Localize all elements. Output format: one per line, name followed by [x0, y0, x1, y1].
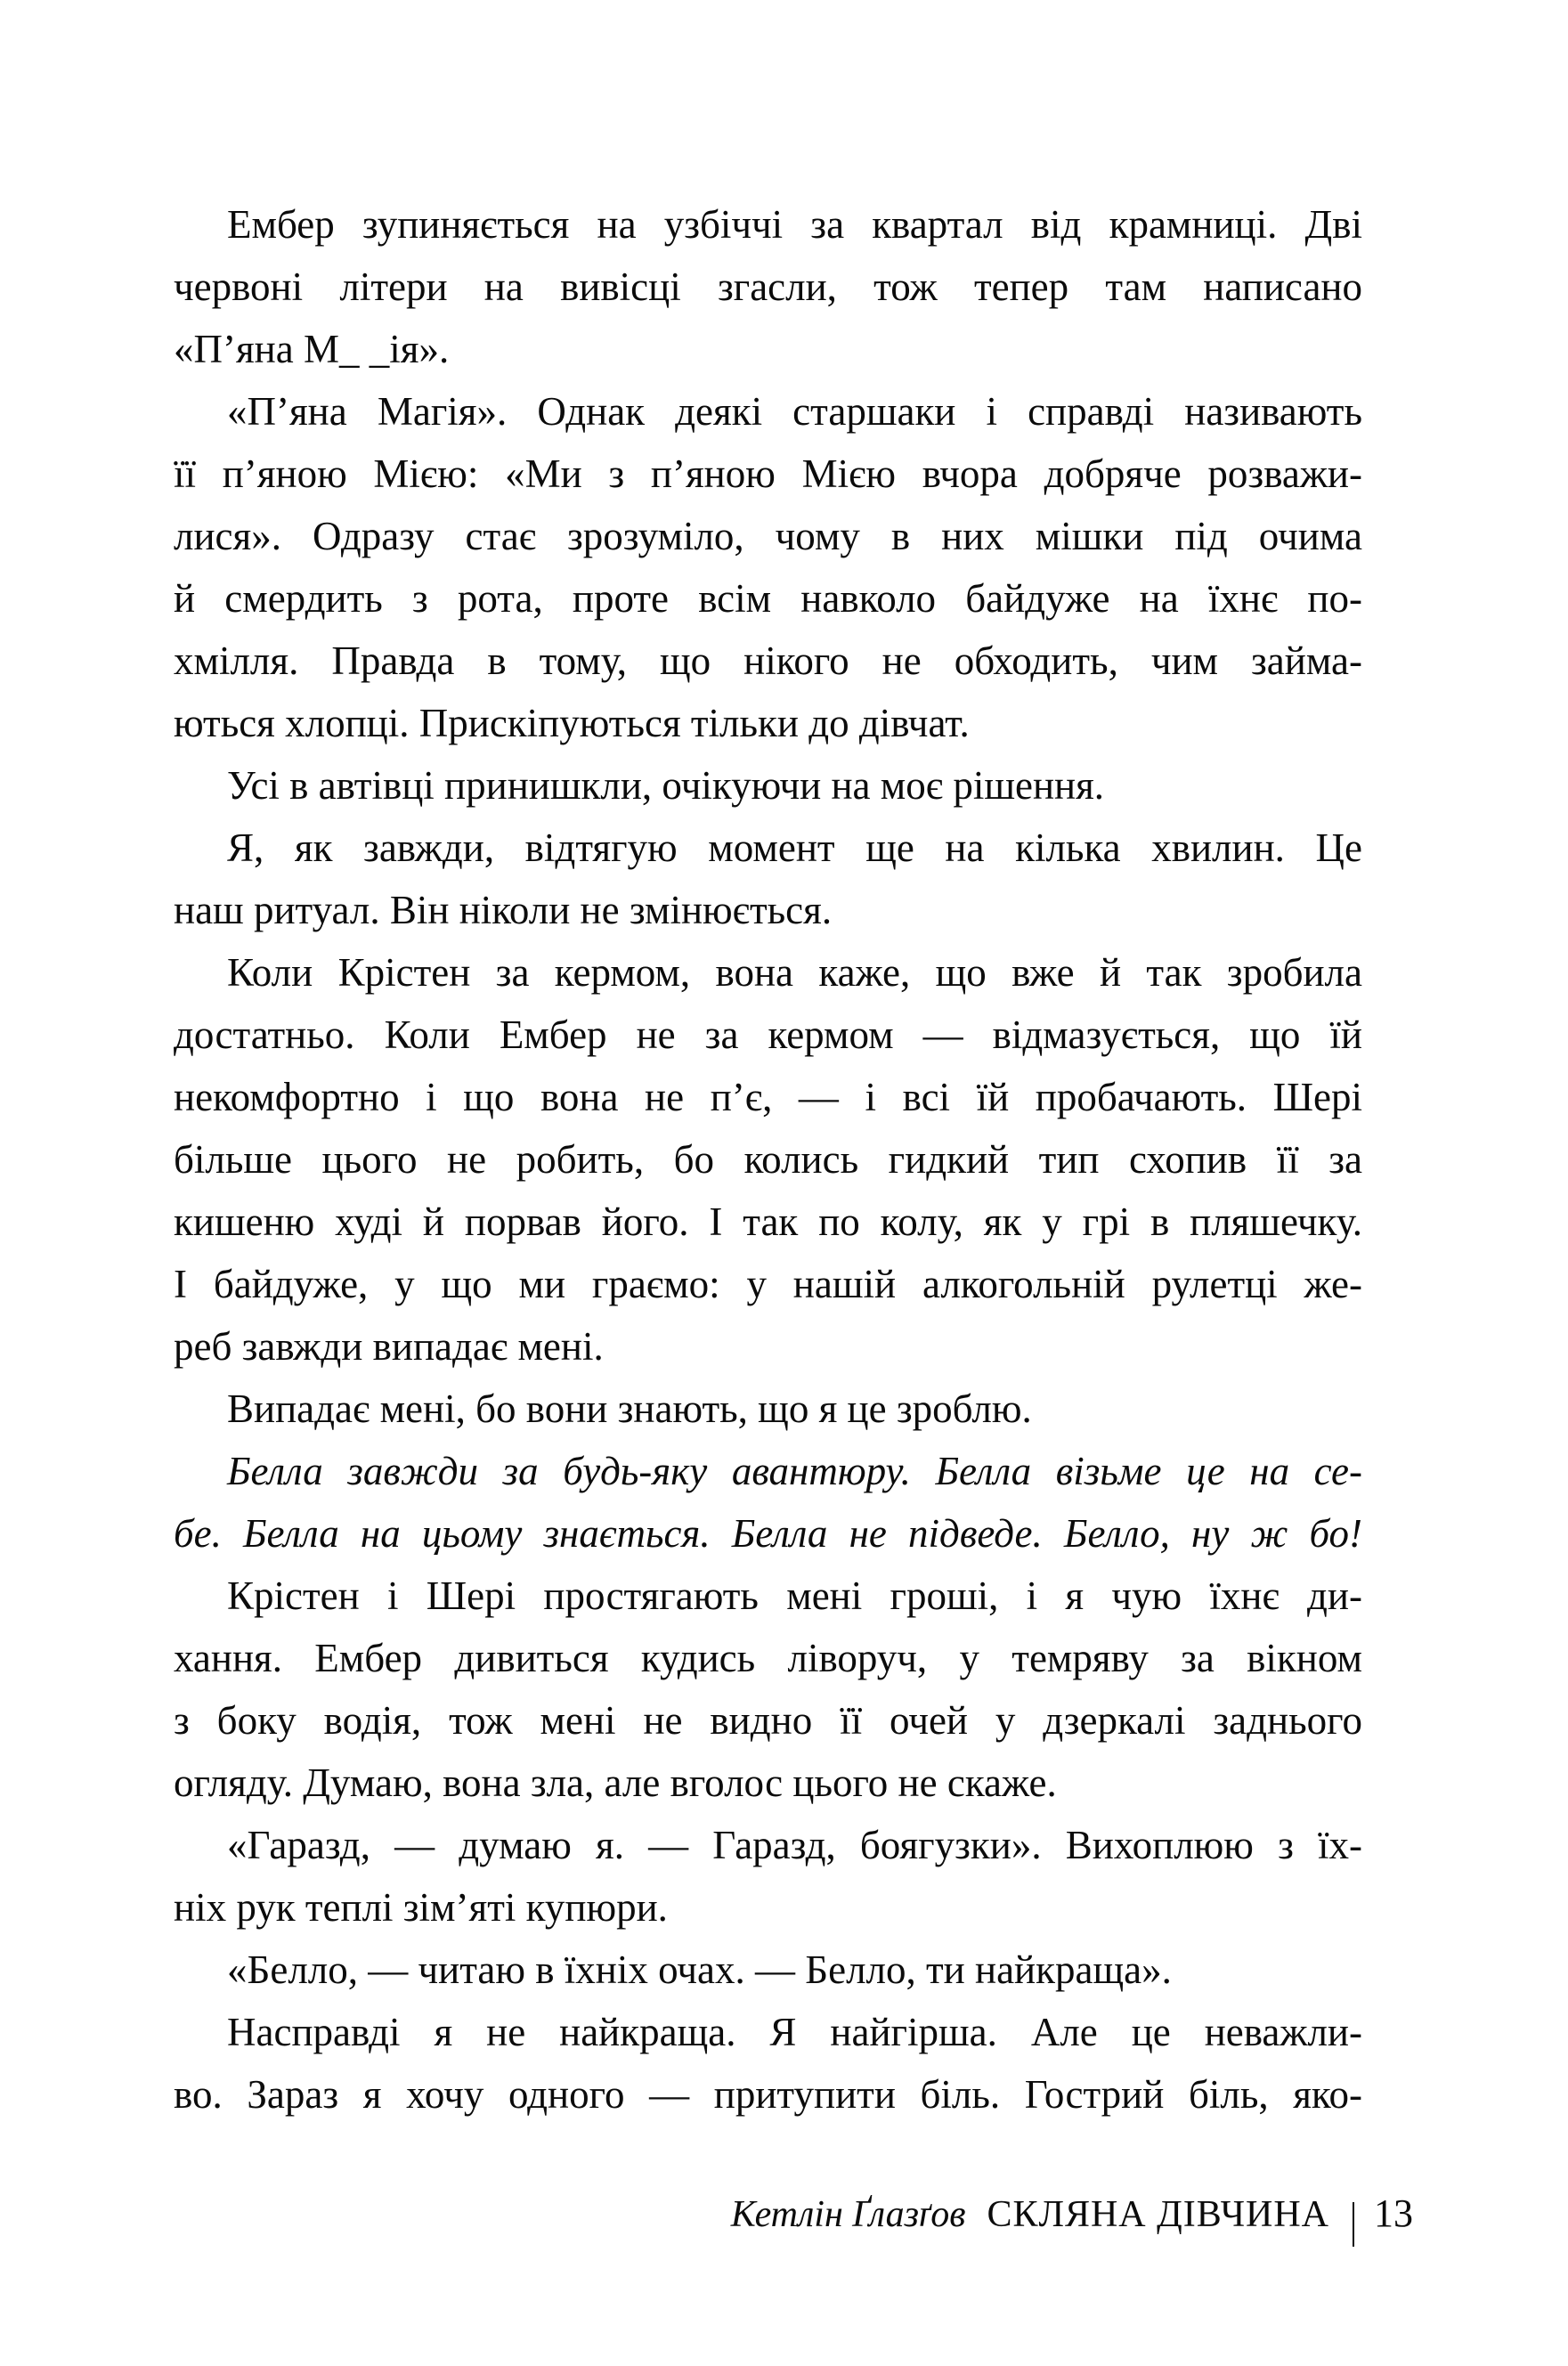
text-line: во. Зараз я хочу одного — притупити біль. Гострий біль, яко-	[174, 2072, 1362, 2117]
text-line: кишеню худі й порвав його. І так по колу, як у грі в пляшечку.	[174, 1199, 1362, 1244]
text-line: більше цього не робить, бо колись гидкий тип схопив її за	[174, 1137, 1362, 1182]
text-line: червоні літери на вивісці згасли, тож тепер там написано	[174, 264, 1362, 309]
text-line: Крістен і Шері простягають мені гроші, і я чую їхнє ди-	[227, 1573, 1362, 1618]
page-number: 13	[1374, 2191, 1413, 2235]
text-line: Я, як завжди, відтягую момент ще на кілька хвилин. Це	[227, 825, 1362, 870]
text-line: хання. Ембер дивиться кудись ліворуч, у темряву за вікном	[174, 1636, 1362, 1680]
footer-separator-bar	[1353, 2202, 1354, 2247]
text-line: «Гаразд, — думаю я. — Гаразд, боягузки». Вихоплюю з їх-	[227, 1823, 1362, 1867]
text-line: з боку водія, тож мені не видно її очей у дзеркалі заднього	[174, 1698, 1362, 1743]
text-line: реб завжди випадає мені.	[174, 1324, 604, 1369]
text-line: «П’яна М_ _ія».	[174, 327, 450, 371]
page-text	[174, 193, 1362, 2126]
text-line: «П’яна Магія». Однак деякі старшаки і справді називають	[227, 389, 1362, 434]
text-line: Усі в автівці принишкли, очікуючи на моє рішення.	[227, 763, 1105, 808]
text-line: ніх рук теплі зім’яті купюри.	[174, 1885, 668, 1930]
footer-book-title: СКЛЯНА ДІВЧИНА	[987, 2194, 1329, 2235]
text-line: Ембер зупиняється на узбіччі за квартал від крамниці. Дві	[227, 202, 1362, 247]
text-line: її п’яною Мією: «Ми з п’яною Мією вчора добряче розважи-	[174, 451, 1362, 496]
text-line: хмілля. Правда в тому, що нікого не обходить, чим займа-	[174, 638, 1362, 683]
text-line: достатньо. Коли Ембер не за кермом — відмазується, що їй	[174, 1012, 1362, 1057]
text-line: ються хлопці. Прискіпуються тільки до дівчат.	[174, 701, 970, 745]
text-line: бе. Белла на цьому знається. Белла не підведе. Белло, ну ж бо!	[174, 1511, 1362, 1556]
text-line: й смердить з рота, проте всім навколо байдуже на їхнє по-	[174, 576, 1362, 621]
text-line: наш ритуал. Він ніколи не змінюється.	[174, 888, 833, 932]
text-line: некомфортно і що вона не п’є, — і всі їй пробачають. Шері	[174, 1075, 1362, 1119]
text-line: Насправді я не найкраща. Я найгірша. Але це неважли-	[227, 2010, 1362, 2054]
text-line: Белла завжди за будь-яку авантюру. Белла візьме це на се-	[227, 1449, 1362, 1493]
footer-author: Кетлін Ґлазґов	[730, 2194, 966, 2235]
text-line: І байдуже, у що ми граємо: у нашій алкогольній рулетці же-	[174, 1262, 1362, 1306]
text-line: «Белло, — читаю в їхніх очах. — Белло, ти найкраща».	[227, 1947, 1172, 1992]
page-footer	[731, 2191, 1413, 2255]
text-line: огляду. Думаю, вона зла, але вголос цього не скаже.	[174, 1760, 1057, 1805]
text-line: лися». Одразу стає зрозуміло, чому в них мішки під очима	[174, 514, 1362, 558]
text-line: Випадає мені, бо вони знають, що я це зроблю.	[227, 1386, 1032, 1431]
text-line: Коли Крістен за кермом, вона каже, що вже й так зробила	[227, 950, 1362, 995]
